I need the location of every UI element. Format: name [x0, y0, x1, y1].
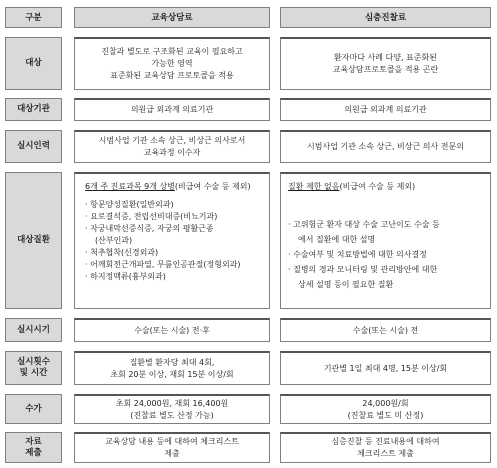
disease-deep-exam-title-underlined: 질환 제한 없음	[288, 182, 340, 191]
fee-education	[74, 394, 270, 424]
staff-education-line: 시범사업 기관 소속 상근, 비상근 의사로서	[98, 136, 246, 145]
row-label-target-text: 대상	[25, 58, 42, 68]
row-label-fee	[5, 394, 62, 424]
target-deep-exam-line: 환자마다 사례 다양, 표준화된	[334, 53, 437, 62]
staff-deep-exam-text: 시범사업 기관 소속 상근, 비상근 의사 전문의	[307, 142, 464, 151]
fee-education-line: (진찰료 별도 산정 가능)	[130, 410, 214, 420]
target-education	[74, 37, 270, 90]
fee-deep-exam-line: (진찰료 별도 미 산정)	[347, 410, 424, 420]
timing-education-text: 수술(또는 시술) 전·후	[134, 325, 210, 335]
submission-deep-exam-line: 심층진찰 등 진료내용에 대하여	[331, 437, 440, 446]
row-label-disease-text: 대상질환	[17, 235, 50, 245]
staff-education	[74, 130, 270, 163]
row-label-institution	[5, 98, 62, 121]
header-education-fee-text: 교육상담료	[151, 12, 193, 23]
disease-deep-exam-item: 에서 질환에 대한 설명	[298, 235, 376, 244]
disease-education-item: · 자궁내막선증식증, 자궁의 평활근종	[85, 224, 214, 233]
disease-education-title-underlined: 6개 주 진료과목 9개 상병	[85, 182, 175, 191]
disease-deep-exam-title-note: (비급여 수술 등 제외)	[339, 182, 416, 191]
disease-education	[74, 172, 270, 309]
row-label-frequency	[5, 351, 62, 385]
target-education-line: 진찰과 별도로 구조화된 교육이 필요하고	[101, 47, 243, 56]
target-deep-exam	[280, 37, 491, 90]
timing-deep-exam	[280, 318, 491, 342]
submission-deep-exam	[280, 432, 491, 463]
row-label-institution-text: 대상기관	[17, 104, 50, 114]
disease-deep-exam-item: · 고위험군 환자 대상 수술 고난이도 수술 등	[288, 220, 440, 229]
row-label-submission-line: 자료	[25, 436, 42, 447]
row-label-timing-text: 실시시기	[17, 324, 50, 335]
timing-deep-exam-text: 수술(또는 시술) 전	[352, 325, 419, 335]
disease-education-item: · 항문양성질환(일반외과)	[85, 200, 174, 209]
disease-deep-exam-list	[288, 181, 440, 292]
row-label-disease	[5, 172, 62, 309]
disease-education-item: · 척추협착(신경외과)	[85, 248, 159, 257]
disease-deep-exam-item: · 질병의 경과 모니터링 및 관리방안에 대한	[288, 265, 438, 274]
target-education-line: 표준화된 교육상담 프로토콜을 적용	[110, 71, 234, 80]
header-category-text: 구분	[25, 12, 42, 23]
row-label-fee-text: 수가	[25, 403, 42, 414]
submission-education-text: 교육상담 내용 등에 대하여 체크리스트 제출	[105, 437, 239, 458]
timing-education	[74, 318, 270, 342]
fee-deep-exam-line: 24,000원/회	[362, 398, 409, 408]
disease-education-title-note: (비급여 수술 등 제외)	[174, 182, 251, 191]
disease-education-item: · 하지정맥류(흉부외과)	[85, 272, 166, 281]
disease-education-item: · 요로결석증, 전립선비대증(비뇨기과)	[85, 212, 218, 221]
row-label-staff	[5, 130, 62, 163]
target-deep-exam-line: 교육상담프로토콜을 적용 곤란	[332, 65, 439, 74]
submission-deep-exam-line: 체크리스트 제출	[357, 449, 414, 458]
disease-deep-exam-item: 상세 설명 등이 필요한 질환	[298, 280, 394, 289]
staff-education-line: 교육과정 이수자	[143, 148, 201, 157]
disease-education-list	[85, 181, 251, 283]
disease-education-item: · 어깨회전근개파열, 무릎인공관절(정형외과)	[85, 260, 241, 269]
row-label-staff-text: 실시인력	[17, 141, 50, 151]
row-label-submission-line: 제출	[25, 447, 42, 458]
row-label-frequency-line: 실시횟수	[17, 357, 50, 367]
header-deep-exam-fee	[280, 7, 491, 28]
frequency-education-line: 질환별 환자당 최대 4회,	[129, 357, 215, 367]
institution-deep-exam-text: 의원급 외과계 의료기관	[344, 105, 427, 114]
submission-education	[74, 432, 270, 463]
staff-deep-exam	[280, 130, 491, 163]
row-label-submission	[5, 432, 62, 463]
row-label-frequency-line: 및 시간	[19, 368, 48, 378]
disease-deep-exam-item: · 수술여부 및 치료방법에 대한 의사결정	[288, 250, 427, 259]
institution-education	[74, 98, 270, 121]
frequency-education-line: 초회 20분 이상, 재회 15분 이상/회	[110, 369, 234, 379]
frequency-deep-exam	[280, 351, 491, 385]
header-deep-exam-fee-text: 심층진찰료	[364, 12, 407, 23]
disease-deep-exam	[280, 172, 491, 309]
header-education-fee	[74, 7, 270, 28]
row-label-timing	[5, 318, 62, 342]
fee-deep-exam	[280, 394, 491, 424]
disease-education-title	[85, 181, 251, 193]
frequency-education	[74, 351, 270, 385]
institution-deep-exam	[280, 98, 491, 121]
row-label-target	[5, 37, 62, 90]
disease-deep-exam-title	[288, 181, 440, 193]
target-education-line: 가능한 영역	[151, 59, 193, 68]
disease-education-item: (산부인과)	[95, 236, 133, 245]
institution-education-text: 의원급 외과계 의료기관	[130, 105, 214, 114]
frequency-deep-exam-text: 기관별 1일 최대 4명, 15분 이상/회	[323, 363, 448, 373]
fee-education-line: 초회 24,000원, 재회 16,400원	[115, 398, 229, 408]
header-category	[5, 7, 62, 28]
